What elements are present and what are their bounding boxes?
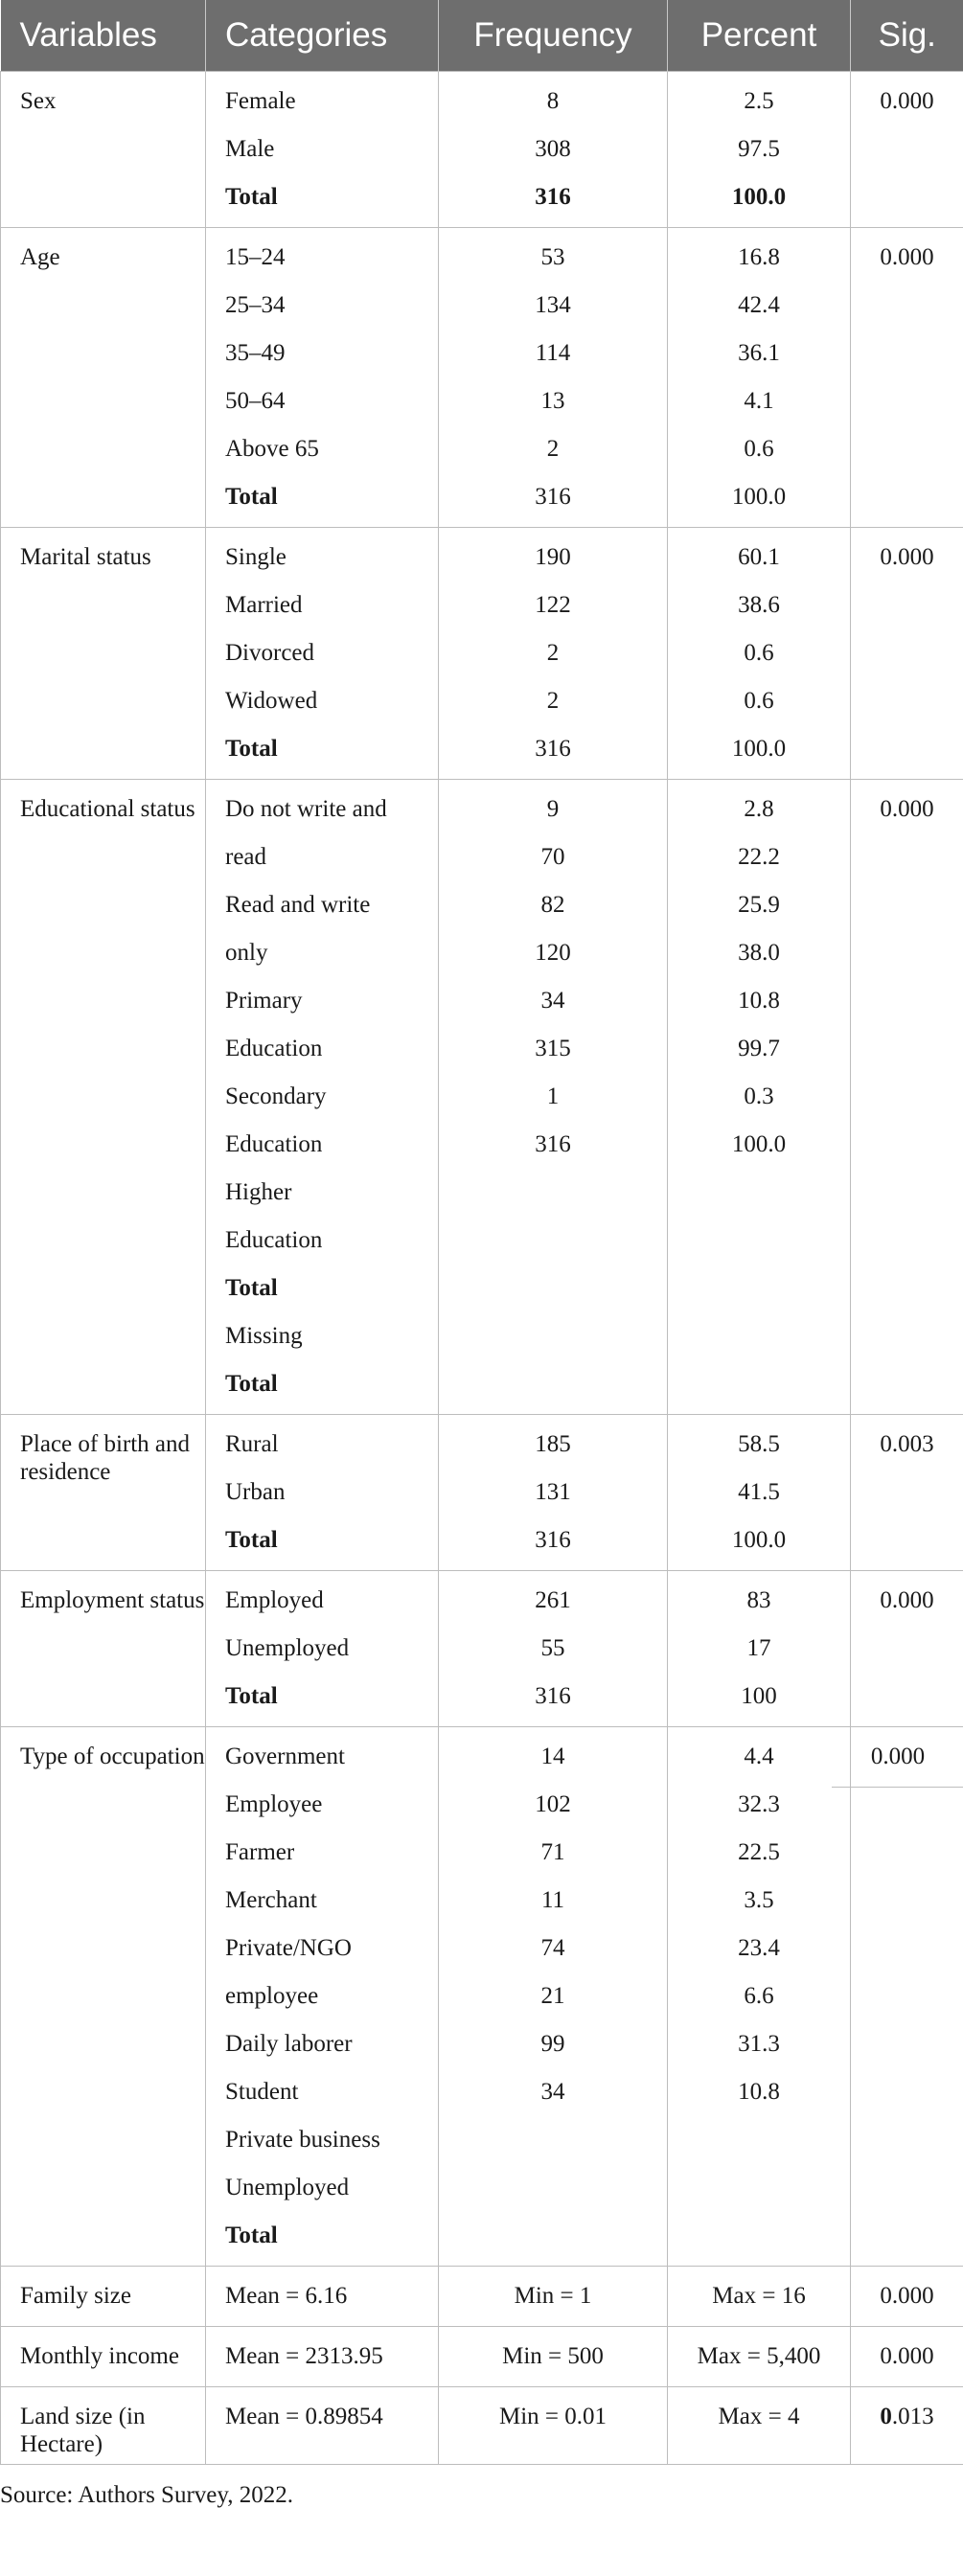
- table-row: [1, 1415, 963, 1571]
- frequency-value: 53: [540, 244, 565, 270]
- percent-value: 100.0: [731, 1131, 787, 1157]
- categories-cell: [206, 528, 439, 780]
- variable-cell: [1, 1415, 206, 1571]
- category-label: read: [225, 844, 267, 870]
- frequency-value: 34: [540, 988, 565, 1014]
- percent-value: 32.3: [738, 1791, 780, 1817]
- sig-cell: [851, 2327, 963, 2387]
- category-label: Read and write: [225, 892, 371, 918]
- category-label: 35–49: [225, 340, 286, 366]
- percent-value: 36.1: [738, 340, 780, 366]
- percent-cell: [668, 528, 851, 780]
- frequency-value: 316: [535, 1683, 571, 1709]
- frequency-value: 11: [540, 1887, 565, 1913]
- sig-value: 0.000: [880, 796, 934, 822]
- variable-cell: [1, 228, 206, 528]
- category-label: Government: [225, 1744, 345, 1769]
- table-row: [1, 528, 963, 780]
- categories-cell: [206, 1415, 439, 1571]
- percent-value: 6.6: [744, 1983, 774, 2009]
- category-label: Primary: [225, 988, 303, 1014]
- variable-label: Age: [20, 244, 60, 270]
- category-label: Missing: [225, 1323, 303, 1349]
- percent-value: 42.4: [738, 292, 780, 318]
- variable-cell: [1, 2387, 206, 2465]
- sig-value: [851, 2393, 963, 2441]
- percent-value: 17: [746, 1635, 771, 1661]
- category-label: Male: [225, 136, 275, 162]
- summary-row: [1, 2327, 963, 2387]
- percent-value: 4.1: [744, 388, 774, 414]
- min-cell: [439, 2387, 668, 2465]
- sig-bold-part: 0: [880, 2404, 892, 2429]
- category-label: Daily laborer: [225, 2031, 353, 2057]
- category-label: Employed: [225, 1587, 324, 1613]
- category-label: Merchant: [225, 1887, 317, 1913]
- percent-cell: [668, 1415, 851, 1571]
- frequency-value: 316: [535, 736, 571, 762]
- category-label: Rural: [225, 1431, 279, 1457]
- frequency-value: 134: [535, 292, 571, 318]
- category-label: Widowed: [225, 688, 318, 714]
- category-label: Higher: [225, 1179, 292, 1205]
- sig-cell: [851, 528, 963, 780]
- frequency-value: 316: [535, 1527, 571, 1553]
- variable-cell: [1, 780, 206, 1415]
- category-label: Total: [225, 184, 278, 210]
- categories-cell: [206, 780, 439, 1415]
- table-row: [1, 1727, 963, 2267]
- frequency-value: 315: [535, 1036, 571, 1061]
- category-label: Total: [225, 736, 278, 762]
- frequency-value: 316: [535, 484, 571, 510]
- mean-cell: [206, 2387, 439, 2465]
- frequency-value: 102: [535, 1791, 571, 1817]
- sig-cell: [851, 1415, 963, 1571]
- frequency-value: 2: [546, 436, 560, 462]
- frequency-value: 34: [540, 2079, 565, 2105]
- max-value: Max = 5,400: [697, 2343, 821, 2369]
- frequency-value: 185: [535, 1431, 571, 1457]
- min-cell: [439, 2327, 668, 2387]
- variable-label: Sex: [20, 88, 57, 114]
- frequency-value: 1: [546, 1083, 560, 1109]
- summary-row: [1, 2267, 963, 2327]
- sig-rest: 0.000: [880, 2343, 934, 2369]
- table-row: [1, 1571, 963, 1727]
- percent-value: 100.0: [731, 184, 787, 210]
- max-value: Max = 16: [712, 2283, 806, 2309]
- frequency-cell: [439, 1415, 668, 1571]
- percent-value: 100.0: [731, 484, 787, 510]
- variable-label: Employment status: [20, 1587, 205, 1613]
- sig-cell: [851, 1727, 963, 2267]
- max-cell: [668, 2267, 851, 2327]
- category-label: Secondary: [225, 1083, 327, 1109]
- categories-cell: [206, 1727, 439, 2267]
- category-label: only: [225, 940, 268, 966]
- table-row: [1, 228, 963, 528]
- percent-value: 22.5: [738, 1839, 780, 1865]
- category-label: Total: [225, 1371, 278, 1397]
- frequency-value: 261: [535, 1587, 571, 1613]
- frequency-value: 9: [546, 796, 560, 822]
- frequency-value: 21: [540, 1983, 565, 2009]
- frequency-value: 8: [546, 88, 560, 114]
- categories-cell: [206, 1571, 439, 1727]
- frequency-value: 316: [535, 184, 571, 210]
- category-label: employee: [225, 1983, 319, 2009]
- category-label: Farmer: [225, 1839, 295, 1865]
- percent-value: 0.6: [744, 688, 774, 714]
- percent-value: 2.5: [744, 88, 774, 114]
- sig-value: 0.000: [880, 1587, 934, 1613]
- category-label: 50–64: [225, 388, 286, 414]
- percent-value: 3.5: [744, 1887, 774, 1913]
- max-value: Max = 4: [718, 2404, 800, 2429]
- percent-value: 4.4: [744, 1744, 774, 1769]
- sig-rest: 0.000: [880, 2283, 934, 2309]
- sig-value: [851, 2272, 963, 2320]
- sig-cell: [851, 1571, 963, 1727]
- table-row: [1, 72, 963, 228]
- sig-cell: [851, 72, 963, 228]
- frequency-value: 82: [540, 892, 565, 918]
- max-cell: [668, 2327, 851, 2387]
- frequency-value: 2: [546, 688, 560, 714]
- category-label: Total: [225, 1275, 278, 1301]
- percent-value: 100.0: [731, 1527, 787, 1553]
- frequency-value: 13: [540, 388, 565, 414]
- percent-value: 99.7: [738, 1036, 780, 1061]
- sig-cell: [851, 2267, 963, 2327]
- category-label: Employee: [225, 1791, 323, 1817]
- percent-cell: [668, 72, 851, 228]
- category-label: Education: [225, 1036, 323, 1061]
- category-label: Education: [225, 1131, 323, 1157]
- category-label: Above 65: [225, 436, 319, 462]
- percent-value: 100: [741, 1683, 777, 1709]
- frequency-value: 316: [535, 1131, 571, 1157]
- percent-value: 38.0: [738, 940, 780, 966]
- min-value: Min = 1: [514, 2283, 592, 2309]
- category-label: 25–34: [225, 292, 286, 318]
- category-label: Private/NGO: [225, 1935, 352, 1961]
- variable-label: Place of birth and residence: [20, 1431, 191, 1485]
- percent-value: 16.8: [738, 244, 780, 270]
- header-sig: Sig.: [851, 0, 963, 72]
- percent-value: 2.8: [744, 796, 774, 822]
- sig-cell: [851, 228, 963, 528]
- percent-value: 97.5: [738, 136, 780, 162]
- frequency-value: 71: [540, 1839, 565, 1865]
- header-categories: Categories: [206, 0, 439, 72]
- percent-value: 0.6: [744, 436, 774, 462]
- percent-cell: [668, 780, 851, 1415]
- category-label: Total: [225, 1683, 278, 1709]
- sig-value: 0.000: [832, 1727, 963, 1788]
- header-frequency: Frequency: [439, 0, 668, 72]
- sig-value: 0.000: [880, 88, 934, 114]
- category-label: Student: [225, 2079, 299, 2105]
- percent-value: 38.6: [738, 592, 780, 618]
- frequency-value: 190: [535, 544, 571, 570]
- frequency-cell: [439, 1727, 668, 2267]
- category-label: Single: [225, 544, 287, 570]
- min-value: Min = 500: [502, 2343, 604, 2369]
- variable-cell: [1, 72, 206, 228]
- variable-label: Monthly income: [20, 2343, 179, 2369]
- category-label: Unemployed: [225, 2175, 350, 2200]
- percent-value: 41.5: [738, 1479, 780, 1505]
- variable-cell: [1, 1727, 206, 2267]
- category-label: 15–24: [225, 244, 286, 270]
- categories-cell: [206, 228, 439, 528]
- variable-label: Marital status: [20, 544, 151, 570]
- mean-cell: [206, 2267, 439, 2327]
- sig-value: 0.003: [880, 1431, 934, 1457]
- frequency-value: 131: [535, 1479, 571, 1505]
- frequency-cell: [439, 528, 668, 780]
- frequency-cell: [439, 1571, 668, 1727]
- frequency-cell: [439, 228, 668, 528]
- percent-value: 0.6: [744, 640, 774, 666]
- frequency-value: 308: [535, 136, 571, 162]
- percent-value: 83: [746, 1587, 771, 1613]
- sig-cell: [851, 2387, 963, 2465]
- percent-value: 22.2: [738, 844, 780, 870]
- frequency-value: 122: [535, 592, 571, 618]
- percent-value: 25.9: [738, 892, 780, 918]
- mean-cell: [206, 2327, 439, 2387]
- category-label: Married: [225, 592, 303, 618]
- header-row: [1, 0, 963, 72]
- percent-value: 10.8: [738, 2079, 780, 2105]
- category-label: Female: [225, 88, 296, 114]
- mean-value: Mean = 2313.95: [225, 2343, 383, 2369]
- percent-value: 58.5: [738, 1431, 780, 1457]
- mean-value: Mean = 0.89854: [225, 2404, 383, 2429]
- category-label: Total: [225, 1527, 278, 1553]
- min-cell: [439, 2267, 668, 2327]
- frequency-value: 74: [540, 1935, 565, 1961]
- variable-cell: [1, 528, 206, 780]
- frequency-cell: [439, 780, 668, 1415]
- sig-value: 0.000: [880, 544, 934, 570]
- category-label: Total: [225, 484, 278, 510]
- percent-cell: [668, 1727, 851, 2267]
- category-label: Unemployed: [225, 1635, 350, 1661]
- frequency-value: 55: [540, 1635, 565, 1661]
- percent-value: 0.3: [744, 1083, 774, 1109]
- percent-cell: [668, 228, 851, 528]
- table-row: [1, 780, 963, 1415]
- percent-value: 60.1: [738, 544, 780, 570]
- frequency-value: 70: [540, 844, 565, 870]
- percent-value: 100.0: [731, 736, 787, 762]
- percent-value: 31.3: [738, 2031, 780, 2057]
- variable-label: Educational status: [20, 796, 195, 822]
- frequency-value: 2: [546, 640, 560, 666]
- variable-label: Type of occupation: [20, 1744, 205, 1769]
- variable-label: Land size (in Hectare): [20, 2404, 146, 2457]
- percent-cell: [668, 1571, 851, 1727]
- header-percent: Percent: [668, 0, 851, 72]
- min-value: Min = 0.01: [498, 2404, 608, 2429]
- variable-cell: [1, 2267, 206, 2327]
- variable-cell: [1, 1571, 206, 1727]
- sig-cell: [851, 780, 963, 1415]
- variable-cell: [1, 2327, 206, 2387]
- max-cell: [668, 2387, 851, 2465]
- category-label: Divorced: [225, 640, 315, 666]
- sig-rest: .013: [891, 2404, 934, 2429]
- category-label: Total: [225, 2223, 278, 2248]
- category-label: Private business: [225, 2127, 380, 2153]
- source-note: Source: Authors Survey, 2022.: [0, 2482, 293, 2508]
- frequency-value: 99: [540, 2031, 565, 2057]
- sig-value: 0.000: [880, 244, 934, 270]
- mean-value: Mean = 6.16: [225, 2283, 348, 2309]
- categories-cell: [206, 72, 439, 228]
- percent-value: 10.8: [738, 988, 780, 1014]
- category-label: Urban: [225, 1479, 286, 1505]
- frequency-value: 14: [540, 1744, 565, 1769]
- frequency-value: 120: [535, 940, 571, 966]
- percent-value: 23.4: [738, 1935, 780, 1961]
- category-label: Do not write and: [225, 796, 387, 822]
- category-label: Education: [225, 1227, 323, 1253]
- frequency-cell: [439, 72, 668, 228]
- header-variables: Variables: [1, 0, 206, 72]
- frequency-value: 114: [535, 340, 571, 366]
- variable-label: Family size: [20, 2283, 131, 2309]
- sig-value: [851, 2333, 963, 2381]
- summary-row: [1, 2387, 963, 2465]
